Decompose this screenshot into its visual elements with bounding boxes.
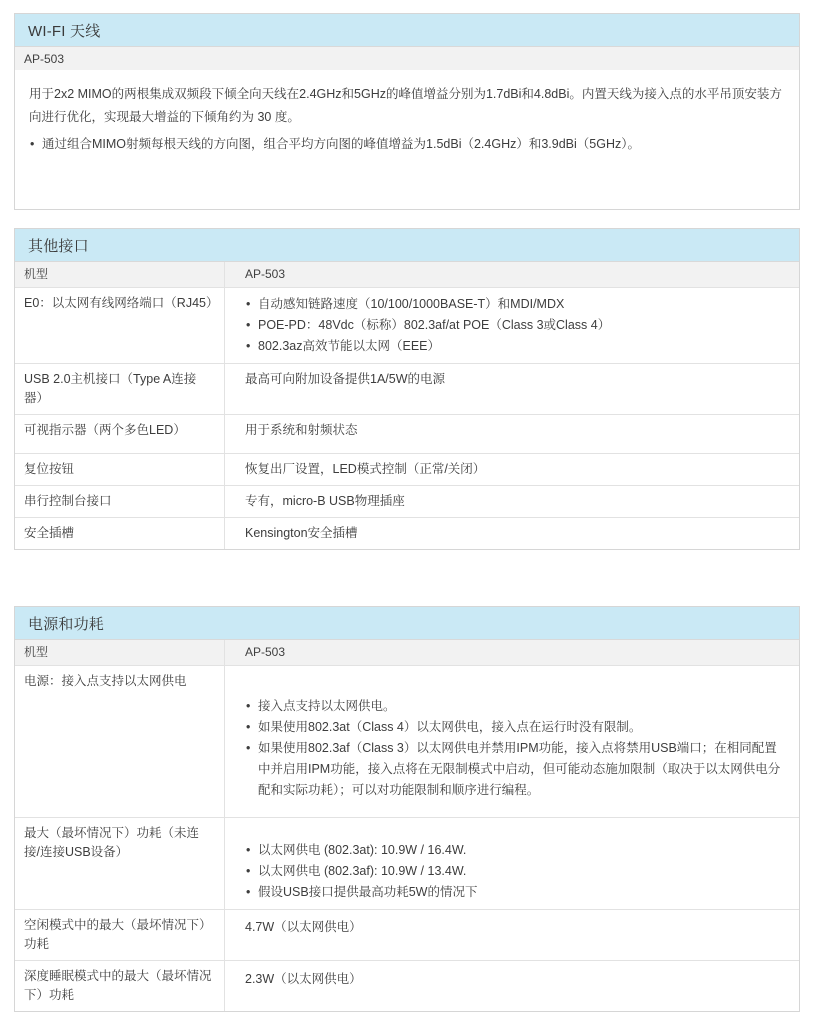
spec-label-cell: 深度睡眠模式中的最大（最坏情况下）功耗 — [15, 961, 225, 1011]
spec-value-cell — [225, 288, 799, 363]
spec-label-cell: 安全插槽 — [15, 518, 225, 549]
spec-value-cell — [225, 666, 799, 817]
model-row — [15, 47, 799, 70]
table-row — [15, 485, 799, 517]
bullet-item: • 如果使用802.3at（Class 4）以太网供电，接入点在运行时没有限制。 — [245, 717, 785, 738]
spec-label-cell: 电源：接入点支持以太网供电 — [15, 666, 225, 817]
bullet-item: • 802.3az高效节能以太网（EEE） — [245, 336, 785, 357]
model-value: AP-503 — [245, 267, 286, 281]
spec-value-cell: 4.7W（以太网供电） — [245, 920, 362, 934]
table-row — [15, 363, 799, 414]
model-value: AP-503 — [245, 645, 286, 659]
spec-label-cell: USB 2.0主机接口（Type A连接器） — [15, 364, 225, 414]
bullet-item: • 以太网供电 (802.3at): 10.9W / 16.4W. — [245, 840, 785, 861]
wifi-antenna-paragraph: 用于2x2 MIMO的两根集成双频段下倾全向天线在2.4GHz和5GHz的峰值增益分别为1.7dBi和4.8dBi。内置天线为接入点的水平吊顶安装方向进行优化，实现最大增益的下倾角约为 30 度。 — [29, 87, 782, 124]
bullet-item: • 以太网供电 (802.3af): 10.9W / 13.4W. — [245, 861, 785, 882]
spec-value-cell: 恢复出厂设置，LED模式控制（正常/关闭） — [245, 462, 486, 476]
model-label: 机型 — [15, 262, 225, 287]
bullet-item: • 通过组合MIMO射频每根天线的方向图，组合平均方向图的峰值增益为1.5dBi（2.4GHz）和3.9dBi（5GHz）。 — [29, 133, 783, 156]
section-power-consumption — [14, 606, 800, 1012]
bullet-list — [245, 294, 785, 357]
spec-label-cell: 可视指示器（两个多色LED） — [15, 415, 225, 453]
spec-label-cell: 串行控制台接口 — [15, 486, 225, 517]
table-row — [15, 817, 799, 909]
model-row — [15, 640, 799, 665]
spec-label-cell: 最大（最坏情况下）功耗（未连接/连接USB设备） — [15, 818, 225, 909]
table-row — [15, 287, 799, 363]
section-wifi-antenna — [14, 13, 800, 210]
section-title-wifi-antenna — [15, 14, 799, 47]
model-label: 机型 — [15, 640, 225, 665]
spec-label-cell: 复位按钮 — [15, 454, 225, 485]
table-row — [15, 453, 799, 485]
wifi-antenna-bullet-list — [29, 133, 783, 156]
spec-value-cell: 用于系统和射频状态 — [245, 423, 358, 437]
table-row — [15, 665, 799, 817]
bullet-item: • 自动感知链路速度（10/100/1000BASE-T）和MDI/MDX — [245, 294, 785, 315]
spec-value-cell: 最高可向附加设备提供1A/5W的电源 — [245, 372, 446, 386]
section-title-text: 电源和功耗 — [28, 615, 105, 633]
bullet-list — [245, 696, 785, 801]
table-row — [15, 960, 799, 1011]
section-other-interfaces — [14, 228, 800, 550]
bullet-item: • POE-PD：48Vdc（标称）802.3af/at POE（Class 3或Class 4） — [245, 315, 785, 336]
spec-value-cell — [225, 818, 799, 909]
section-title-text: 其他接口 — [28, 237, 89, 255]
bullet-item: • 如果使用802.3af（Class 3）以太网供电并禁用IPM功能，接入点将禁用USB端口；在相同配置中并启用IPM功能，接入点将在无限制模式中启动，但可能动态施加限制（取决于以太网供电分配和实际功耗）；可以对功能限制和顺序进行编程。 — [245, 738, 785, 801]
spec-label-cell: E0：以太网有线网络端口（RJ45） — [15, 288, 225, 363]
model-value: AP-503 — [24, 51, 65, 66]
wifi-antenna-body — [15, 70, 799, 209]
section-title-power — [15, 607, 799, 640]
bullet-item: • 假设USB接口提供最高功耗5W的情况下 — [245, 882, 785, 903]
bullet-list — [245, 840, 785, 903]
model-row — [15, 262, 799, 287]
section-title-other-interfaces — [15, 229, 799, 262]
table-row — [15, 909, 799, 960]
spec-value-cell: Kensington安全插槽 — [245, 526, 358, 540]
spec-value-cell: 专有，micro-B USB物理插座 — [245, 494, 405, 508]
table-row — [15, 517, 799, 549]
spec-label-cell: 空闲模式中的最大（最坏情况下）功耗 — [15, 910, 225, 960]
bullet-item: • 接入点支持以太网供电。 — [245, 696, 785, 717]
spec-sheet-page — [0, 13, 814, 1002]
section-title-text: WI-FI 天线 — [28, 22, 101, 40]
spec-value-cell: 2.3W（以太网供电） — [245, 972, 362, 986]
table-row — [15, 414, 799, 453]
